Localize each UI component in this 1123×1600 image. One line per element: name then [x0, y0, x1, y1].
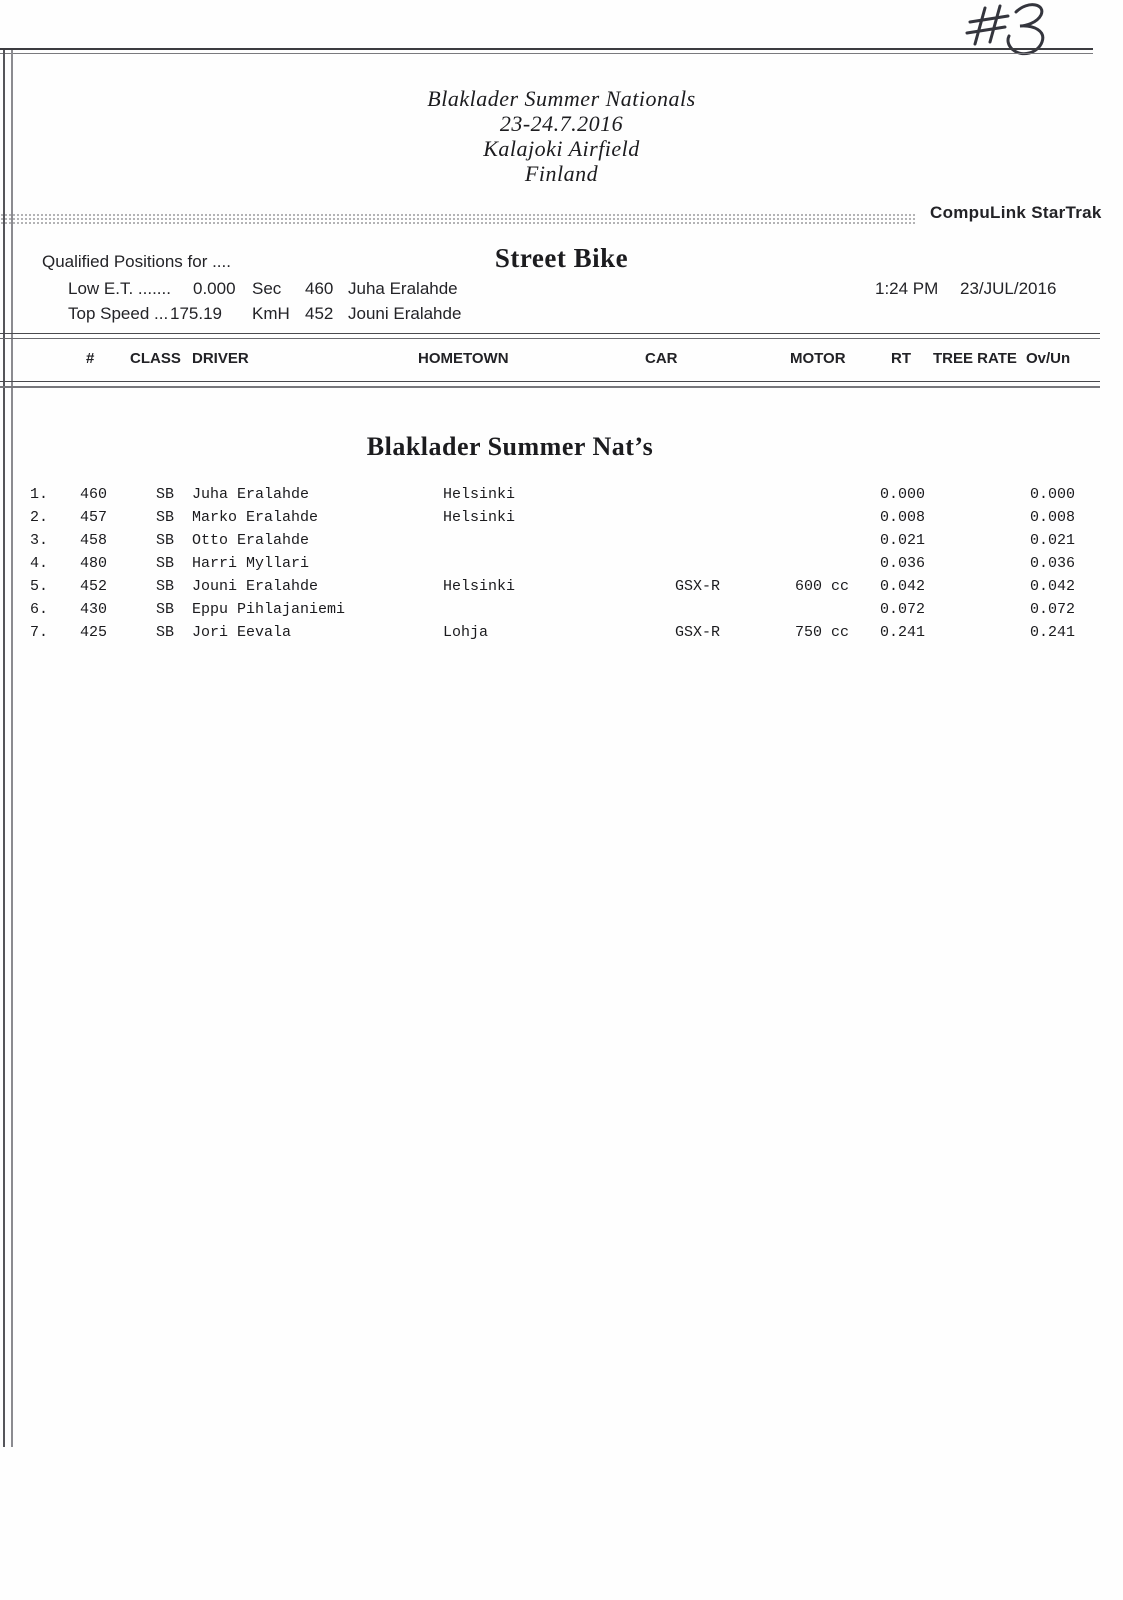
- cell-car: GSX-R: [675, 578, 721, 595]
- table-header-bottom-rule: [0, 381, 1100, 388]
- cell-ov-un: 0.036: [1030, 555, 1076, 572]
- table-header-row: [0, 350, 1123, 372]
- table-row: [0, 552, 1123, 575]
- cell-ov-un: 0.000: [1030, 486, 1076, 503]
- col-header-tree-rate: TREE RATE: [933, 350, 1017, 367]
- event-venue: Kalajoki Airfield: [483, 136, 640, 161]
- qualified-positions-label: Qualified Positions for ....: [42, 252, 231, 271]
- table-header-top-rule: [0, 333, 1100, 339]
- low-et-line: [0, 279, 1123, 301]
- cell-position: 7.: [30, 624, 49, 641]
- top-speed-label: Top Speed ...: [68, 304, 169, 323]
- cell-driver: Jori Eevala: [192, 624, 292, 641]
- table-row: [0, 506, 1123, 529]
- table-row: [0, 598, 1123, 621]
- cell-rt: 0.036: [880, 555, 926, 572]
- top-speed-holder: Jouni Eralahde: [348, 304, 462, 323]
- cell-class: SB: [156, 532, 175, 549]
- table-row: [0, 483, 1123, 506]
- cell-hometown: Helsinki: [443, 578, 516, 595]
- cell-number: 480: [80, 555, 108, 572]
- dotted-divider: [0, 213, 915, 225]
- event-date: 23-24.7.2016: [499, 111, 624, 136]
- cell-ov-un: 0.042: [1030, 578, 1076, 595]
- event-title: Blaklader Summer Nationals: [427, 86, 696, 111]
- cell-driver: Eppu Pihlajaniemi: [192, 601, 346, 618]
- cell-driver: Juha Eralahde: [192, 486, 310, 503]
- low-et-holder-num: 460: [305, 279, 334, 298]
- cell-car: GSX-R: [675, 624, 721, 641]
- low-et-value: 0.000: [193, 279, 236, 298]
- cell-class: SB: [156, 509, 175, 526]
- cell-position: 5.: [30, 578, 49, 595]
- cell-class: SB: [156, 555, 175, 572]
- section-title: Blaklader Summer Nat’s: [366, 432, 654, 461]
- table-row: [0, 575, 1123, 598]
- cell-driver: Jouni Eralahde: [192, 578, 319, 595]
- cell-position: 2.: [30, 509, 49, 526]
- cell-ov-un: 0.072: [1030, 601, 1076, 618]
- top-speed-holder-num: 452: [305, 304, 334, 323]
- top-speed-unit: KmH: [252, 304, 290, 323]
- cell-ov-un: 0.008: [1030, 509, 1076, 526]
- cell-number: 452: [80, 578, 108, 595]
- cell-hometown: Helsinki: [443, 486, 516, 503]
- cell-position: 1.: [30, 486, 49, 503]
- cell-number: 430: [80, 601, 108, 618]
- cell-class: SB: [156, 601, 175, 618]
- top-border-rule: [0, 48, 1093, 54]
- table-row: [0, 621, 1123, 644]
- cell-rt: 0.241: [880, 624, 926, 641]
- class-title: Street Bike: [494, 243, 629, 273]
- cell-class: SB: [156, 486, 175, 503]
- cell-position: 4.: [30, 555, 49, 572]
- low-et-holder: Juha Eralahde: [348, 279, 458, 298]
- cell-hometown: Lohja: [443, 624, 489, 641]
- cell-driver: Otto Eralahde: [192, 532, 310, 549]
- event-header: [0, 86, 1123, 186]
- top-speed-line: [0, 304, 1123, 326]
- col-header-motor: MOTOR: [790, 350, 846, 367]
- cell-ov-un: 0.021: [1030, 532, 1076, 549]
- cell-number: 425: [80, 624, 108, 641]
- col-header-rt: RT: [891, 350, 911, 367]
- cell-number: 457: [80, 509, 108, 526]
- print-date: 23/JUL/2016: [960, 279, 1057, 298]
- low-et-label: Low E.T. .......: [68, 279, 171, 298]
- cell-number: 458: [80, 532, 108, 549]
- cell-driver: Harri Myllari: [192, 555, 310, 572]
- cell-position: 6.: [30, 601, 49, 618]
- col-header-driver: DRIVER: [192, 350, 249, 367]
- top-speed-value: 175.19: [170, 304, 222, 323]
- cell-rt: 0.072: [880, 601, 926, 618]
- brand-name: CompuLink StarTrak: [930, 203, 1102, 222]
- low-et-unit: Sec: [252, 279, 282, 298]
- col-header-pos: #: [86, 350, 95, 367]
- table-row: [0, 529, 1123, 552]
- cell-motor: 600 cc: [795, 578, 850, 595]
- cell-rt: 0.008: [880, 509, 926, 526]
- cell-hometown: Helsinki: [443, 509, 516, 526]
- cell-rt: 0.000: [880, 486, 926, 503]
- col-header-hometown: HOMETOWN: [418, 350, 509, 367]
- cell-position: 3.: [30, 532, 49, 549]
- col-header-ov-un: Ov/Un: [1026, 350, 1071, 367]
- col-header-class: CLASS: [130, 350, 181, 367]
- cell-class: SB: [156, 624, 175, 641]
- cell-motor: 750 cc: [795, 624, 850, 641]
- results-table-body: [0, 483, 1123, 644]
- print-time: 1:24 PM: [875, 279, 939, 298]
- cell-number: 460: [80, 486, 108, 503]
- cell-class: SB: [156, 578, 175, 595]
- event-country: Finland: [524, 161, 599, 186]
- cell-rt: 0.021: [880, 532, 926, 549]
- cell-ov-un: 0.241: [1030, 624, 1076, 641]
- cell-driver: Marko Eralahde: [192, 509, 319, 526]
- cell-rt: 0.042: [880, 578, 926, 595]
- col-header-car: CAR: [645, 350, 678, 367]
